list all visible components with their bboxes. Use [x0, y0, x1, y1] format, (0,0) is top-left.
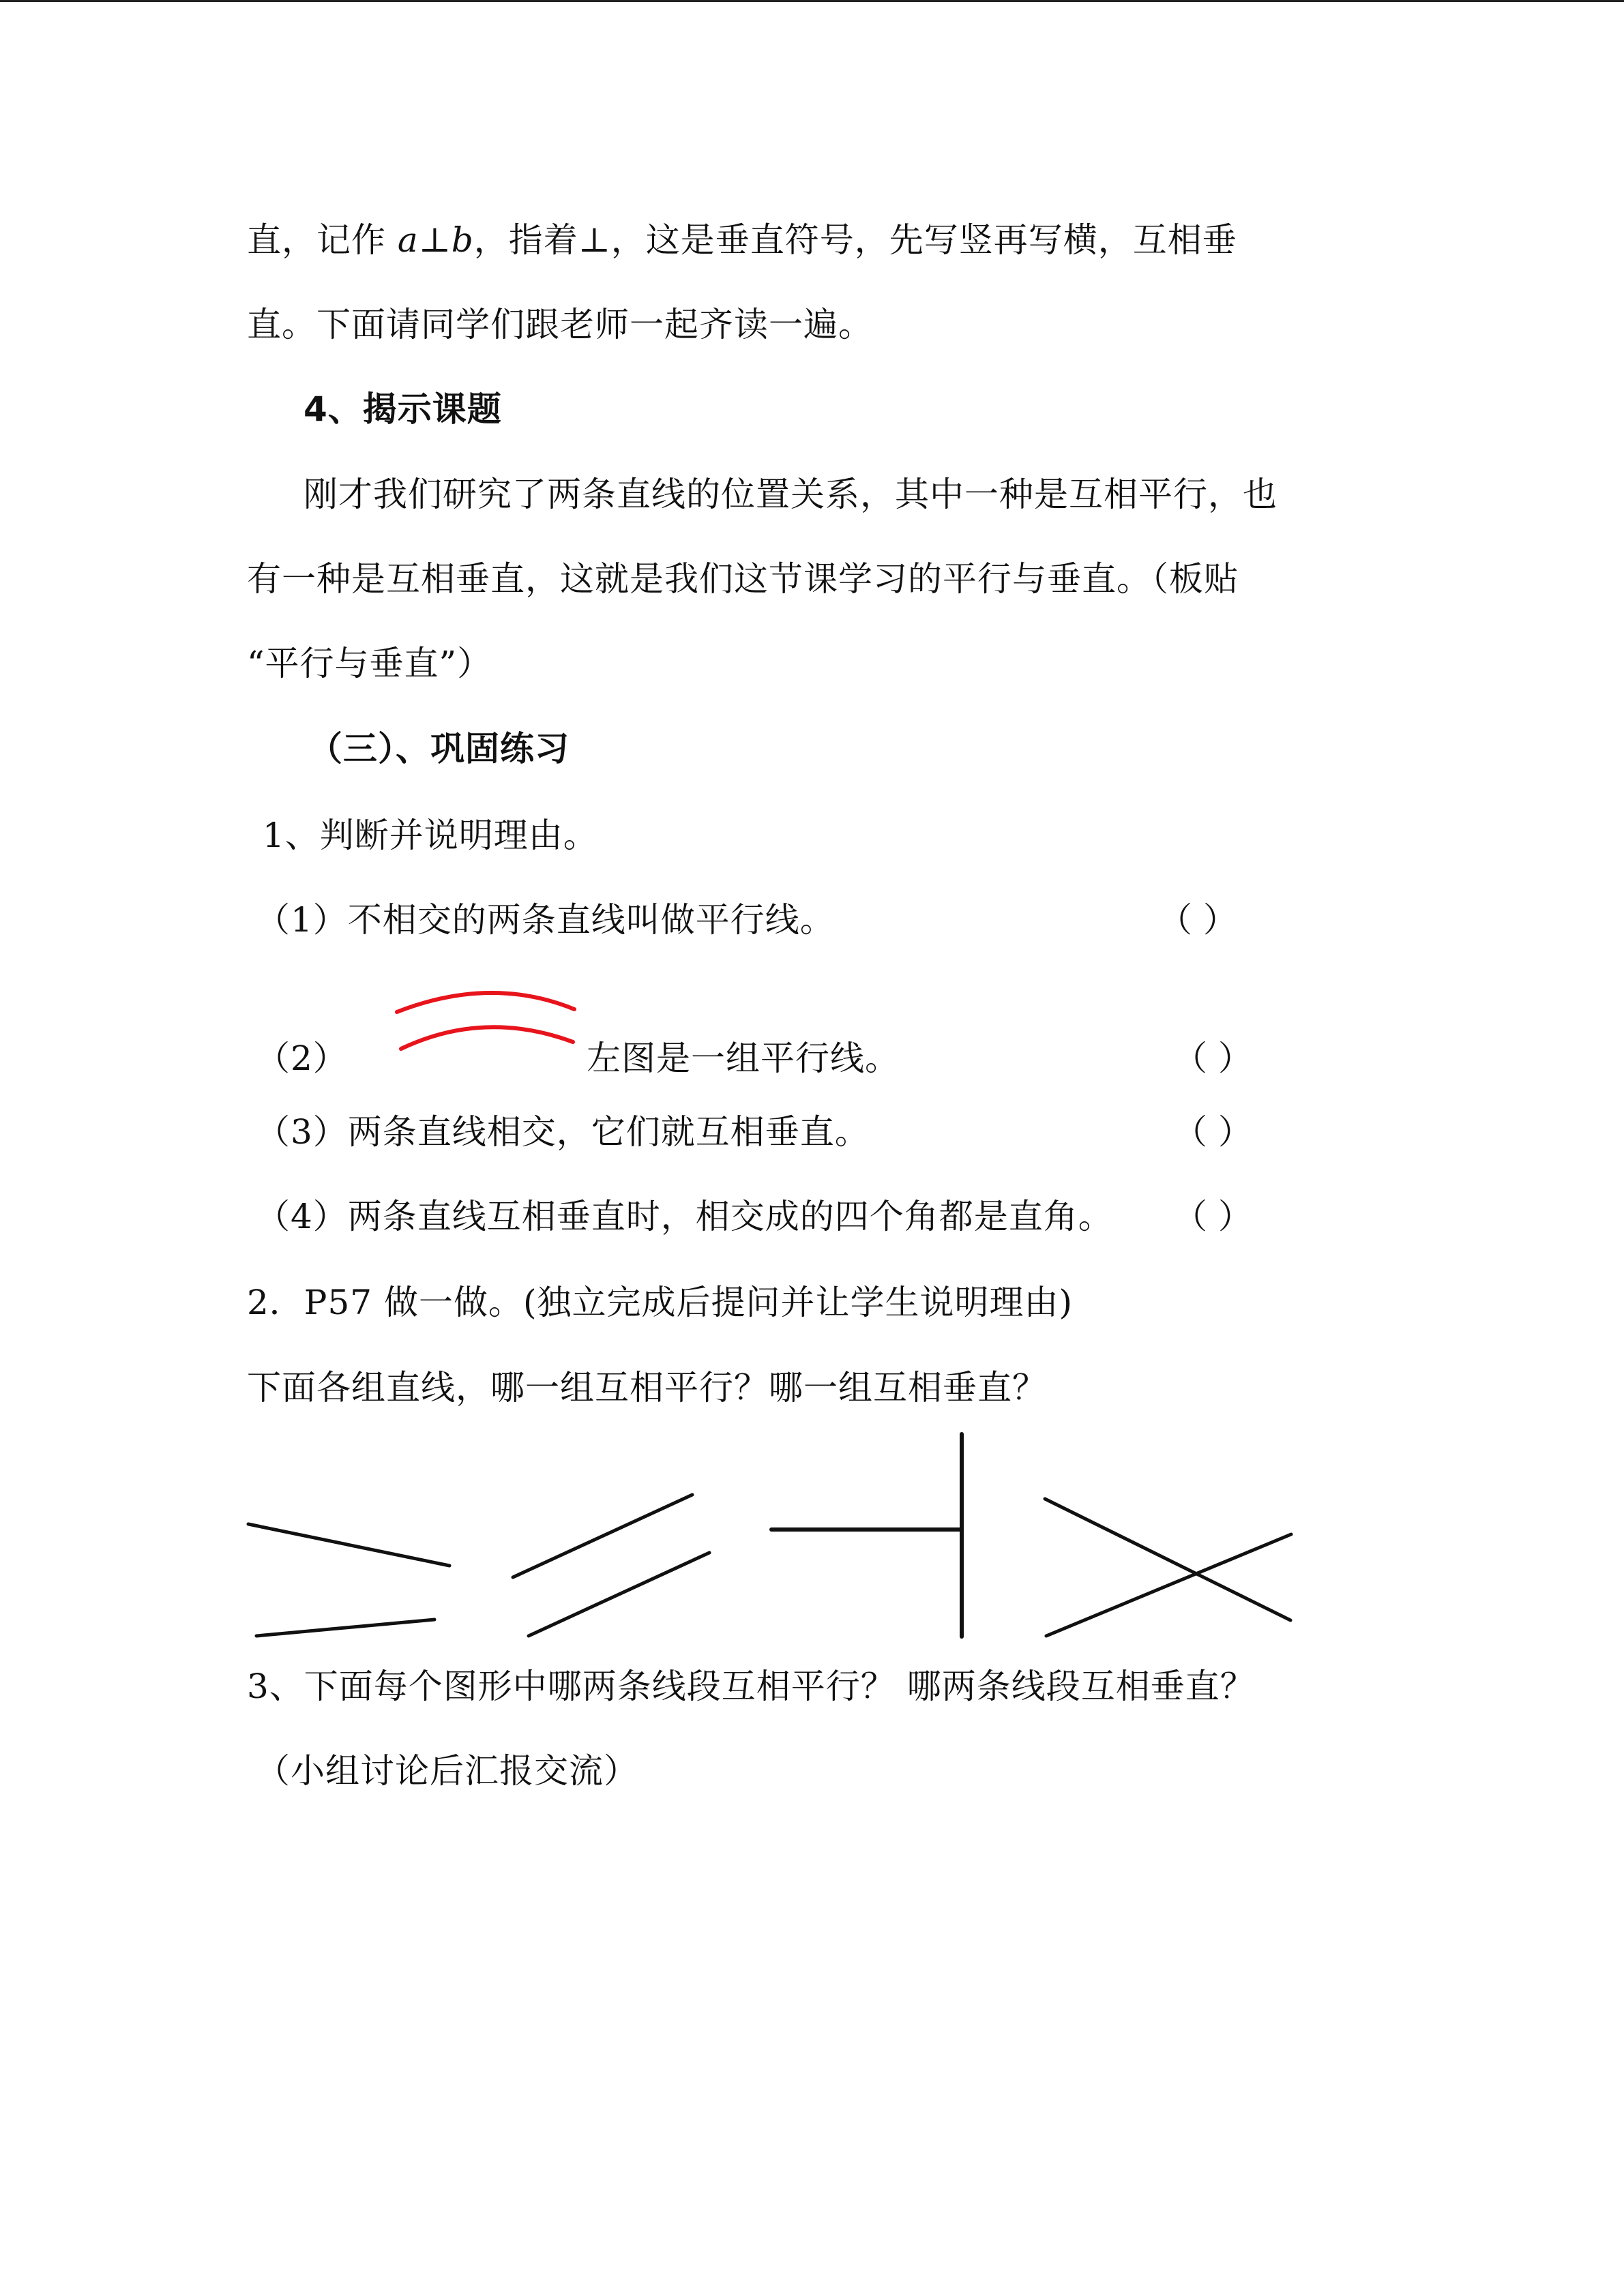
paragraph-1-line-2: 直。下面请同学们跟老师一起齐读一遍。	[247, 305, 873, 344]
line-group-a	[248, 1524, 449, 1636]
answer-blank-1[interactable]: （ ）	[1158, 900, 1237, 940]
paragraph-2-line-1: 刚才我们研究了两条直线的位置关系，其中一种是互相平行，也	[304, 475, 1278, 514]
exercise-3-note: （小组讨论后汇报交流）	[256, 1751, 638, 1791]
text-segment: ，指着⊥，这是垂直符号，先写竖再写横，互相垂	[473, 220, 1237, 260]
exercise-1-title: 1、判断并说明理由。	[263, 816, 598, 855]
perpendicular-notation: a⊥b	[397, 220, 474, 260]
section-heading-practice: （三）、巩固练习	[308, 729, 570, 769]
line-group-b	[513, 1495, 709, 1636]
exercise-3-title: 3、下面每个图形中哪两条线段互相平行？ 哪两条线段互相垂直？	[247, 1667, 1255, 1706]
exercise-1-item-2: 左图是一组平行线。	[587, 1039, 900, 1078]
section-heading-reveal-topic: 4、揭示课题	[304, 389, 502, 429]
line-group-d	[1045, 1499, 1291, 1636]
answer-blank-4[interactable]: （ ）	[1173, 1197, 1252, 1236]
exercise-1-item-4: （4）两条直线互相垂直时，相交成的四个角都是直角。	[256, 1197, 1113, 1236]
paragraph-2-line-2: 有一种是互相垂直，这就是我们这节课学习的平行与垂直。（板贴	[247, 559, 1239, 599]
text-segment: 直，记作	[247, 220, 398, 260]
answer-blank-3[interactable]: （ ）	[1173, 1112, 1252, 1152]
exercise-2-question: 下面各组直线，哪一组互相平行？哪一组互相垂直？	[247, 1368, 1047, 1407]
answer-blank-2[interactable]: （ ）	[1173, 1039, 1252, 1078]
exercise-1-item-1: （1）不相交的两条直线叫做平行线。	[256, 900, 835, 940]
exercise-1-item-3: （3）两条直线相交，它们就互相垂直。	[256, 1112, 870, 1152]
paragraph-2-line-3: “平行与垂直”）	[247, 644, 492, 683]
exercise-1-item-2-prefix: （2）	[256, 1039, 348, 1078]
line-group-c	[771, 1434, 962, 1637]
exercise-2-title: 2．P57 做一做。(独立完成后提问并让学生说明理由)	[247, 1283, 1073, 1322]
